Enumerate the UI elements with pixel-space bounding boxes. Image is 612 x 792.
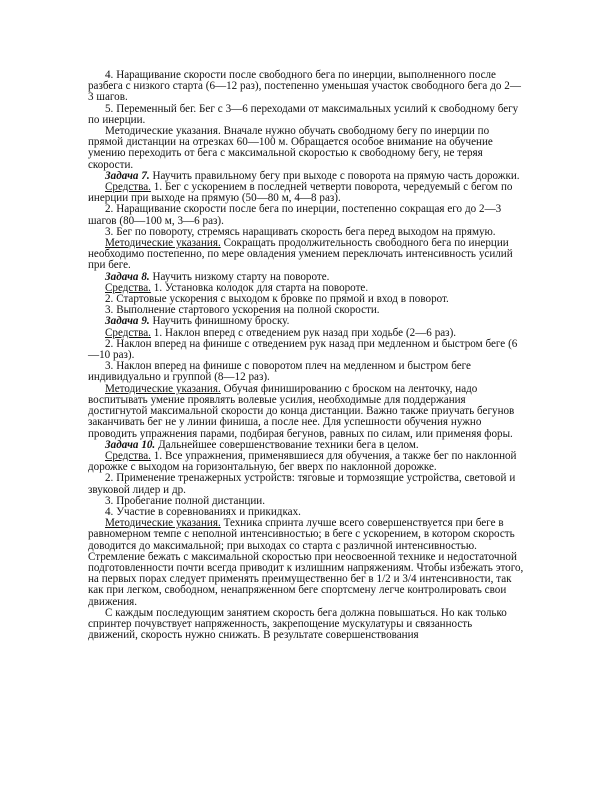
paragraph-text: 1. Установка колодок для старта на повороте. [150, 281, 369, 294]
paragraph-text: Научить правильному бегу при выходе с поворота на прямую часть дорожки. [149, 169, 520, 182]
task-heading: Задача 9. [105, 315, 150, 328]
paragraph-text: 2. Наращивание скорости после бега по инерции, постепенно сокращая его до 2—3 шагов (80—100 м, 3—6 раз). [88, 203, 502, 227]
paragraph [88, 518, 524, 608]
task-heading: Задача 10. [105, 438, 156, 451]
paragraph [88, 473, 524, 495]
paragraph-text: Дальнейшее совершенствование техники бега в целом. [155, 438, 419, 451]
task-heading: Задача 7. [105, 169, 150, 182]
paragraph [88, 238, 524, 272]
paragraph-text: 2. Стартовые ускорения с выходом к бровке по прямой и вход в поворот. [105, 293, 449, 306]
paragraph-text: 1. Бег с ускорением в последней четверти поворота, чередуемый с бегом по инерции при выходе на прямую (50—80 м, 4—8 раз). [88, 181, 513, 205]
paragraph-text: 3. Наклон вперед на финише с поворотом плеч на медленном и быстром беге индивидуально и группой (8—12 раз). [88, 360, 471, 384]
section-label: Средства. [105, 181, 151, 194]
paragraph [88, 361, 524, 383]
paragraph-text: 1. Наклон вперед с отведением рук назад при ходьбе (2—6 раз). [150, 326, 457, 339]
paragraph-text: Методические указания. Вначале нужно обучать свободному бегу по инерции по прямой дистанции на отрезках 60—100 м. Обращается особое внимание на обучение умению переходить от бега с максимальной скоростью к свободному бегу, не теряя скорости. [88, 125, 493, 171]
paragraph-text: С каждым последующим занятием скорость бега должна повышаться. Но как только спринтер почувствует напряженность, закрепощение мускулатуры и связанность движений, скорость нужно снижать. В результате совершенствования [88, 606, 507, 642]
paragraph [88, 126, 524, 171]
paragraph-text: Научить финишному броску. [149, 315, 290, 328]
paragraph [88, 204, 524, 226]
paragraph-text: Обучая финишированию с броском на ленточку, надо воспитывать умение проявлять волевые усилия, необходимые для поддержания достигнутой максимальной скорости до конца дистанции. Важно также приучать бегунов заканчивать бег не у линии финиша, а после нее. Для успешности обучения нужно проводить упражнения парами, подбирая бегунов, равных по силам, или применяя форы. [88, 382, 515, 440]
paragraph-text: Сокращать продолжительность свободного бега по инерции необходимо постепенно, по мере овладения умением переключать интенсивность усилий при беге. [88, 237, 513, 272]
section-label: Средства. [105, 449, 151, 462]
section-label: Средства. [105, 326, 151, 339]
paragraph [88, 451, 524, 473]
paragraph [88, 70, 524, 104]
section-label: Методические указания. [105, 517, 221, 530]
section-label: Средства. [105, 281, 151, 294]
paragraph [88, 104, 524, 126]
paragraph-text: 3. Выполнение стартового ускорения на полной скорости. [105, 304, 380, 317]
paragraph-text: 4. Участие в соревнованиях и прикидках. [105, 505, 301, 518]
paragraph-text: 2. Наклон вперед на финише с отведением рук назад при медленном и быстром беге (6—10 раз). [88, 337, 518, 362]
paragraph-text: Техника спринта лучше всего совершенствуется при беге в равномерном темпе с неполной интенсивностью; в беге с ускорением, в котором скорость доводится до максимальной; при выходах со старта с различной интенсивностью. Стремление бежать с максимальной скоростью при неосвоенной технике и недостаточной подготовленности почти всегда приводит к излишним напряжениям. Чтобы избежать этого, на первых порах следует применять преимущественно бег в 1/2 и 3/4 интенсивности, так как при легком, свободном, ненапряженном беге спортсмену легче контролировать свои движения. [88, 517, 524, 608]
paragraph-text: 4. Наращивание скорости после свободного бега по инерции, выполненного после разбега с низкого старта (6—12 раз), постепенно уменьшая участок свободного бега до 2—3 шагов. [88, 69, 521, 104]
paragraph-text: 2. Применение тренажерных устройств: тяговые и тормозящие устройства, световой и звуковой лидер и др. [88, 472, 516, 496]
paragraph-text: 3. Пробегание полной дистанции. [105, 494, 265, 507]
paragraph [88, 339, 524, 361]
paragraph-text: 1. Все упражнения, применявшиеся для обучения, а также бег по наклонной дорожке с выходом на горизонтальную, бег вверх по наклонной дорожке. [88, 449, 517, 474]
paragraph-text: Научить низкому старту на повороте. [149, 270, 330, 283]
document-page [88, 70, 524, 641]
paragraph-text: 3. Бег по повороту, стремясь наращивать скорость бега перед выходом на прямую. [105, 225, 496, 238]
task-heading: Задача 8. [105, 270, 150, 283]
paragraph [88, 384, 524, 440]
section-label: Методические указания. [105, 382, 221, 395]
paragraph-text: 5. Переменный бег. Бег с 3—6 переходами от максимальных усилий к свободному бегу по инерции. [88, 102, 519, 126]
paragraph [88, 182, 524, 204]
paragraph [88, 608, 524, 642]
section-label: Методические указания. [105, 237, 221, 250]
